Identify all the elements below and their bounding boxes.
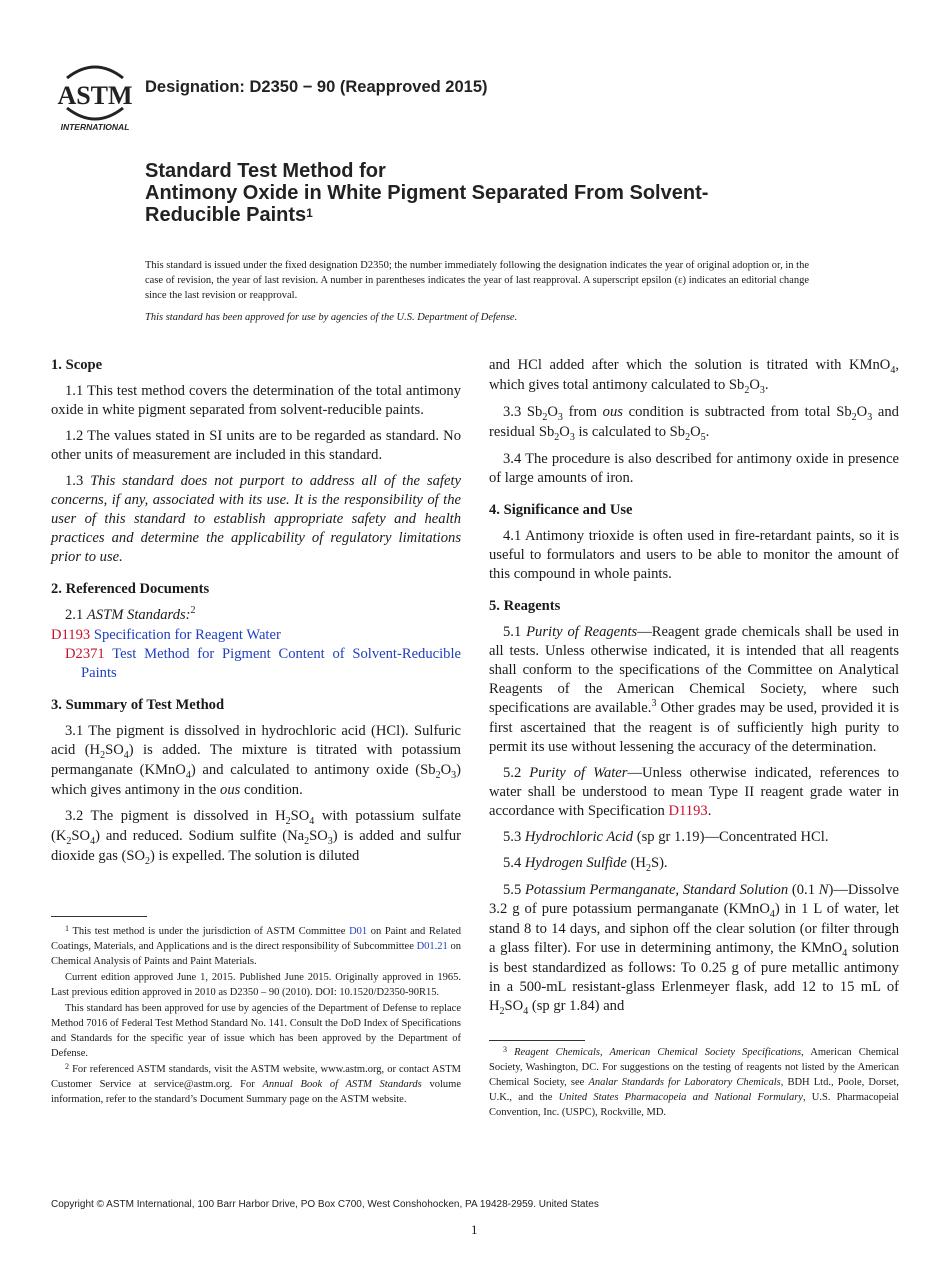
section-referenced-documents xyxy=(51,580,461,683)
link-d1193[interactable]: D1193 xyxy=(668,803,708,819)
footnote-link-d01[interactable]: D01 xyxy=(349,926,368,937)
footnote-rule-left xyxy=(51,916,147,917)
section-significance xyxy=(489,501,899,584)
para-1-3: 1.3 This standard does not purport to address all of the safety concerns, if any, associated with its use. It is the responsibility of the user of this standard to establish appropriate safety and health practices and determine the applicability of regulatory limitations prior to use. xyxy=(51,473,461,565)
heading-scope: 1. Scope xyxy=(51,357,103,373)
heading-summary: 3. Summary of Test Method xyxy=(51,697,225,713)
para-5-3: 5.3 Hydrochloric Acid (sp gr 1.19)—Concentrated HCl. xyxy=(503,829,829,845)
para-5-5: 5.5 Potassium Permanganate, Standard Solution (0.1 N)—Dissolve 3.2 g of pure potassium permanganate (KMnO$_4$) in 1 L of water, let stand 8 to 14 days, and siphon off the clear solution (or filter through a glass filter). For use in determining antimony, the KMnO$_4$ solution is best standardized as follows: To 0.25 g of pure metallic antimony in a 500-mL resistant-glass Erlenmeyer flask, add 12 to 15 mL of $H_2SO_4$ (sp gr 1.84) and xyxy=(489,882,899,1017)
document-title xyxy=(145,160,845,226)
section-reagents xyxy=(489,597,899,1017)
title-line-2: Antimony Oxide in White Pigment Separated From Solvent- xyxy=(145,182,709,204)
para-1-1: 1.1 This test method covers the determination of the total antimony oxide in white pigment separated from solvent-reducible paints. xyxy=(51,383,461,418)
para-5-4: 5.4 Hydrogen Sulfide $(H_2S)$. xyxy=(503,855,668,874)
heading-reagents: 5. Reagents xyxy=(489,598,561,614)
para-5-1: 5.1 Purity of Reagents—Reagent grade chemicals shall be used in all tests. Unless otherwise indicated, it is intended that all reagents shall conform to the specifications of the Committee on Analytical Reagents of the American Chemical Society, where such specifications are available.$^3$ Other grades may be used, provided it is first ascertained that the reagent is of sufficiently high purity to permit its use without lessening the accuracy of the determination. xyxy=(489,624,900,755)
ref-d1193-title[interactable]: Specification for Reagent Water xyxy=(90,627,281,643)
logo-letters: ASTM xyxy=(57,81,133,110)
para-5-2: 5.2 Purity of Water—Unless otherwise indicated, references to water shall be understood to mean Type II reagent grade water in accordance with Specification D1193. xyxy=(489,765,899,819)
para-3-2-continued: and HCl added after which the solution is titrated with KMnO$_4$, which gives total antimony calculated to $Sb_2O_3$. xyxy=(489,357,899,396)
footnotes-right xyxy=(489,1045,899,1121)
astm-logo xyxy=(55,58,135,134)
left-column xyxy=(51,356,461,874)
designation: Designation: D2350 − 90 (Reapproved 2015) xyxy=(145,78,488,96)
copyright-notice: Copyright © ASTM International, 100 Barr Harbor Drive, PO Box C700, West Conshohocken, PA 19428-2959. United States xyxy=(51,1199,599,1210)
logo-subtitle: INTERNATIONAL xyxy=(60,122,130,132)
title-line-3: Reducible Paints xyxy=(145,204,307,226)
para-3-4: 3.4 The procedure is also described for antimony oxide in presence of large amounts of iron. xyxy=(489,451,899,486)
heading-significance: 4. Significance and Use xyxy=(489,502,633,518)
ref-d2371-link[interactable]: D2371 xyxy=(65,646,105,662)
title-footnote-mark: 1 xyxy=(306,206,313,220)
para-1-2: 1.2 The values stated in SI units are to be regarded as standard. No other units of measurement are included in this standard. xyxy=(51,428,461,463)
footnote-rule-right xyxy=(489,1040,585,1041)
para-2-1: 2.1 ASTM Standards:$^2$ xyxy=(65,605,196,623)
section-summary xyxy=(51,696,461,867)
footnote-1-edition: Current edition approved June 1, 2015. Published June 2015. Originally approved in 1965. Last previous edition approved in 2010 as D2350 – 90 (2010). DOI: 10.1520/D2350-90R15. xyxy=(51,972,461,998)
ref-d2371-title[interactable]: Test Method for Pigment Content of Solvent-Reducible Paints xyxy=(81,646,461,681)
para-3-1: 3.1 The pigment is dissolved in hydrochloric acid (HCl). Sulfuric acid $(H_2SO_4)$ is added. The mixture is titrated with potassium permanganate (KMnO$_4$) and calculated to antimony oxide $(Sb_2O_3)$ which gives antimony in the ous condition. xyxy=(51,723,462,798)
approved-note: This standard has been approved for use by agencies of the U.S. Department of Defense. xyxy=(145,312,518,323)
footnotes-left xyxy=(51,924,461,1108)
footnote-link-d01-21[interactable]: D01.21 xyxy=(416,941,448,952)
section-scope xyxy=(51,356,461,567)
ref-d2371 xyxy=(51,645,461,683)
page-number: 1 xyxy=(471,1222,478,1237)
heading-referenced-documents: 2. Referenced Documents xyxy=(51,581,210,597)
issue-note: This standard is issued under the fixed designation D2350; the number immediately following the designation indicates the year of original adoption or, in the case of revision, the year of last revision. A number in parentheses indicates the year of last reapproval. A superscript epsilon (ε) indicates an editorial change since the last revision or reapproval. xyxy=(145,260,809,301)
para-4-1: 4.1 Antimony trioxide is often used in fire-retardant paints, so it is useful to formulators and users to be able to monitor the amount of this compound in whole paints. xyxy=(489,528,899,582)
right-column xyxy=(489,356,899,1024)
para-3-3: 3.3 $Sb_2O_3$ from ous condition is subtracted from total $Sb_2O_3$ and residual $Sb_2O_3$ is calculated to $Sb_2O_5$. xyxy=(489,404,899,443)
ref-d1193-link[interactable]: D1193 xyxy=(51,627,91,643)
footnote-1-dod: This standard has been approved for use by agencies of the Department of Defense to replace Method 7016 of Federal Test Method Standard No. 141. Consult the DoD Index of Specifications and Standards for the specific year of issue which has been approved by the Department of Defense. xyxy=(51,1003,461,1059)
footnote-3: $^3$ Reagent Chemicals, American Chemical Society Specifications, American Chemical Society, Washington, DC. For suggestions on the testing of reagents not listed by the American Chemical Society, see Analar Standards for Laboratory Chemicals, BDH Ltd., Poole, Dorset, U.K., and the United States Pharmacopeia and National Formulary, U.S. Pharmacopeial Convention, Inc. (USPC), Rockville, MD. xyxy=(489,1045,900,1118)
footnote-2: $^2$ For referenced ASTM standards, visit the ASTM website, www.astm.org, or contact ASTM Customer Service at service@astm.org. For Annual Book of ASTM Standards volume information, refer to the standard’s Document Summary page on the ASTM website. xyxy=(51,1062,461,1105)
title-line-1: Standard Test Method for xyxy=(145,160,386,182)
ref-d1193 xyxy=(51,626,461,645)
footnote-1: $^1$ This test method is under the jurisdiction of ASTM Committee D01 on Paint and Related Coatings, Materials, and Applications and is the direct responsibility of Subcommittee D01.21 on Chemical Analysis of Paints and Paint Materials. xyxy=(51,924,461,967)
para-3-2: 3.2 The pigment is dissolved in $H_2SO_4$ with potassium sulfate $(K_2SO_4)$ and reduced. Sodium sulfite $(Na_2SO_3)$ is added and sulfur dioxide gas $(SO_2)$ is expelled. The solution is diluted xyxy=(51,808,461,867)
